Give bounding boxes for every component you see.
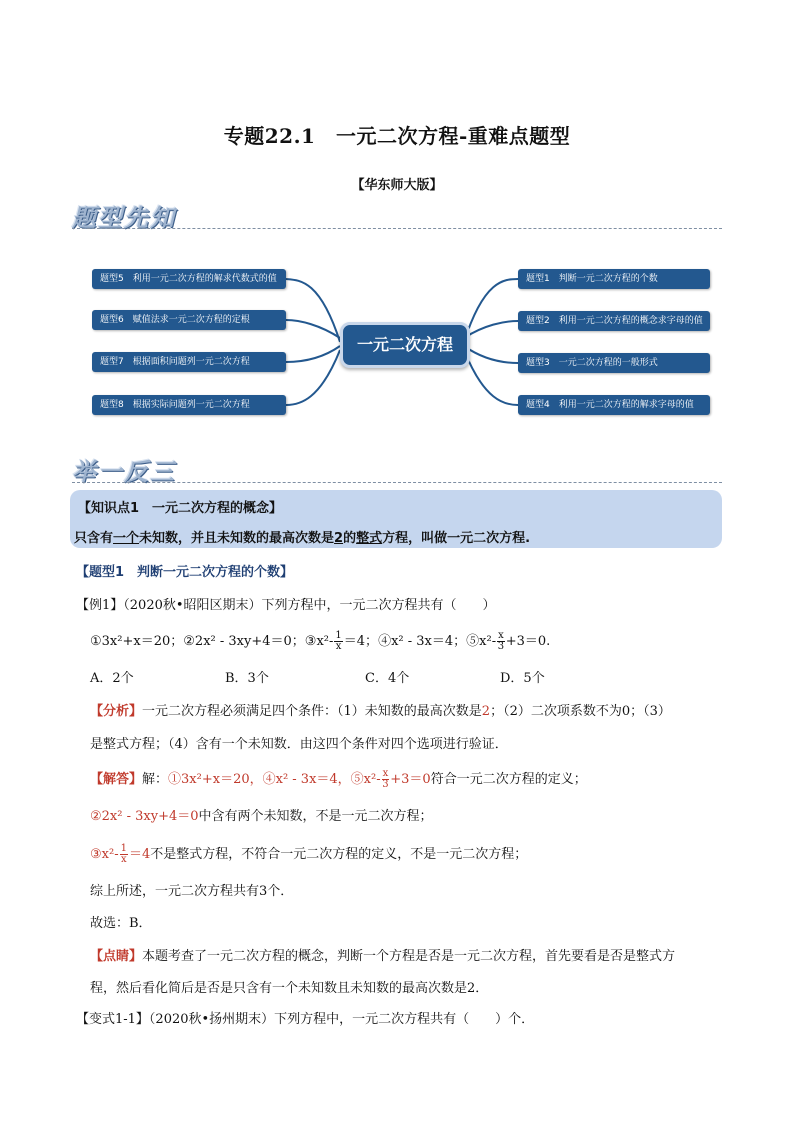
- page-title: 专题22.1 一元二次方程-重难点题型: [223, 124, 571, 148]
- knowledge-point-definition: 只含有一个未知数，并且未知数的最高次数是2的整式方程，叫做一元二次方程.: [74, 531, 531, 546]
- analysis-line-2: 是整式方程；（4）含有一个未知数．由这四个条件对四个选项进行验证．: [90, 737, 508, 752]
- example1-equations: ①3x²+x＝20；②2x² - 3xy+4＝0；③x²- $\frac{1}{x}$ ＝4；④x² - 3x＝4；⑤x²- $\frac{x}{3}$ +3＝0.: [90, 630, 551, 652]
- section-divider: [72, 482, 722, 483]
- mindmap-node-type5: 题型5 利用一元二次方程的解求代数式的值: [92, 269, 286, 289]
- answer-choice: 故选：B．: [90, 916, 152, 931]
- answer-line-3: ③x²- $\frac{1}{x}$ ＝4不是整式方程，不符合一元二次方程的定义，不是一元二次方程；: [90, 843, 528, 865]
- answer-line-2: ②2x² - 3xy+4＝0中含有两个未知数，不是一元二次方程；: [90, 809, 433, 824]
- variant-1-1-question: 【变式1-1】（2020秋•扬州期末）下列方程中，一元二次方程共有（ ）个．: [76, 1012, 535, 1027]
- mindmap-node-type2: 题型2 利用一元二次方程的概念求字母的值: [518, 311, 710, 331]
- mindmap-node-type4: 题型4 利用一元二次方程的解求字母的值: [518, 395, 710, 415]
- example1-question: 【例1】（2020秋•昭阳区期末）下列方程中，一元二次方程共有（ ）: [76, 598, 496, 613]
- mindmap-node-type7: 题型7 根据面积问题列一元二次方程: [92, 352, 286, 372]
- answer-summary: 综上所述，一元二次方程共有3个．: [90, 884, 294, 899]
- option-c: C．4个: [365, 671, 410, 686]
- option-a: A．2个: [90, 671, 134, 686]
- comment-line-1: 【点睛】本题考查了一元二次方程的概念，判断一个方程是否是一元二次方程，首先要看是否是整式方: [90, 949, 676, 964]
- section-heading-practice: 举一反三: [72, 458, 176, 486]
- mindmap-center-node: 一元二次方程: [340, 322, 470, 368]
- mindmap-node-type8: 题型8 根据实际问题列一元二次方程: [92, 395, 286, 415]
- analysis-line-1: 【分析】一元二次方程必须满足四个条件：（1）未知数的最高次数是2；（2）二次项系数不为0；（3）: [90, 704, 671, 719]
- option-b: B．3个: [225, 671, 269, 686]
- section-divider: [72, 228, 722, 229]
- mindmap-node-type3: 题型3 一元二次方程的一般形式: [518, 353, 710, 373]
- section-heading-overview: 题型先知: [72, 204, 176, 232]
- mindmap-node-type6: 题型6 赋值法求一元二次方程的定根: [92, 310, 286, 330]
- type1-heading: 【题型1 判断一元二次方程的个数】: [76, 565, 294, 580]
- mindmap-node-type1: 题型1 判断一元二次方程的个数: [518, 269, 710, 289]
- answer-line-1: 【解答】解：①3x²+x＝20，④x² - 3x＝4，⑤x²- $\frac{x}{3}$ +3＝0符合一元二次方程的定义；: [90, 768, 587, 790]
- option-d: D．5个: [500, 671, 545, 686]
- edition-label: 【华东师大版】: [351, 178, 443, 193]
- knowledge-point-heading: 【知识点1 一元二次方程的概念】: [78, 501, 283, 516]
- comment-line-2: 程，然后看化简后是否是只含有一个未知数且未知数的最高次数是2．: [90, 981, 489, 996]
